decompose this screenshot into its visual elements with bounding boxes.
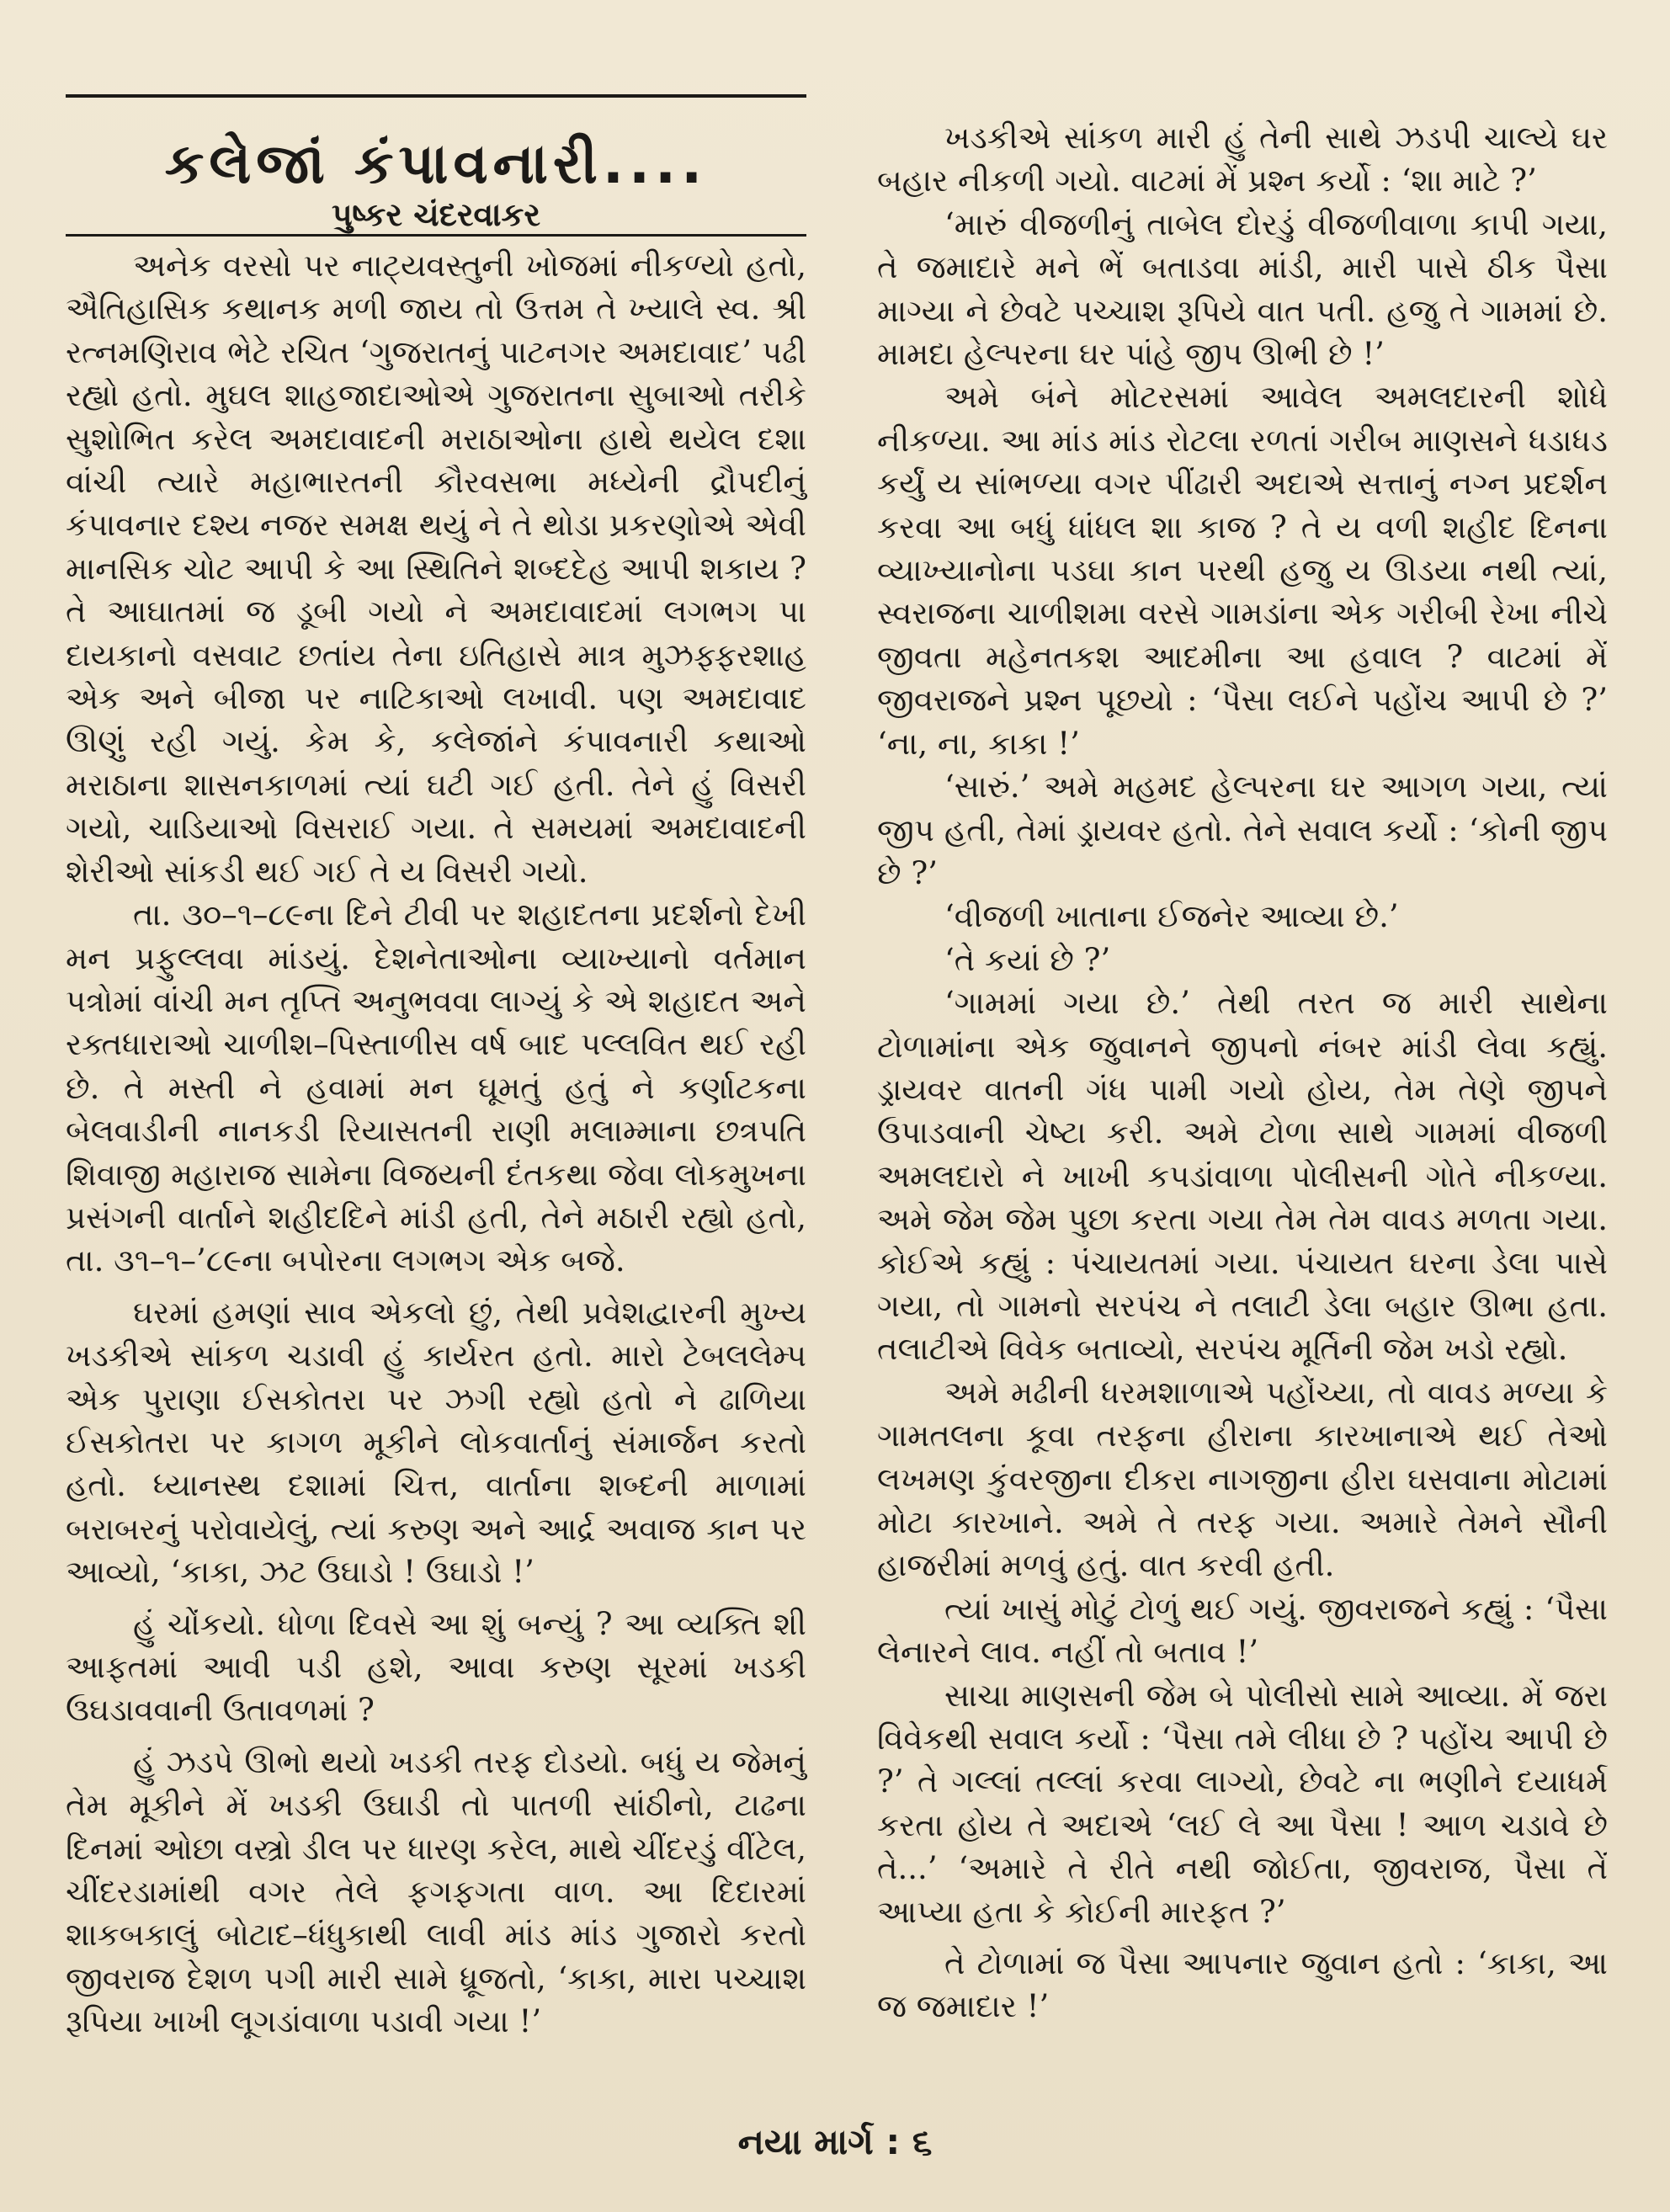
paragraph: ‘ગામમાં ગયા છે.’ તેથી તરત જ મારી સાથેના ટોળામાંના એક જુવાનને જીપનો નંબર માંડી લેવા કહ્યું. ડ્રાયવર વાતની ગંધ પામી ગયો હોય, તેમ તેણે જીપને ઉપાડવાની ચેષ્ટા કરી. અમે ટોળા સાથે ગામમાં વીજળી અમલદારો ને ખાખી કપડાંવાળા પોલીસની ગોતે નીકળ્યા. અમે જેમ જેમ પુછા કરતા ગયા તેમ તેમ વાવડ મળતા ગયા. કોઈએ કહ્યું : પંચાયતમાં ગયા. પંચાયત ઘરના ડેલા પાસે ગયા, તો ગામનો સરપંચ ને તલાટી ડેલા બહાર ઊભા હતા. તલાટીએ વિવેક બતાવ્યો, સરપંચ મૂર્તિની જેમ ખડો રહ્યો.: [877, 985, 1608, 1368]
paragraph: અનેક વરસો પર નાટ્યવસ્તુની ખોજમાં નીકળ્યો હતો, ઐતિહાસિક કથાનક મળી જાય તો ઉત્તમ તે ખ્યાલે સ્વ. શ્રી રત્નમણિરાવ ભેટે રચિત ‘ગુજરાતનું પાટનગર અમદાવાદ’ પઢી રહ્યો હતો. મુઘલ શાહજાદાઓએ ગુજરાતના સુબાઓ તરીકે સુશોભિત કરેલ અમદાવાદની મરાઠાઓના હાથે થયેલ દશા વાંચી ત્યારે મહાભારતની કૌરવસભા મધ્યેની દ્રૌપદીનું કંપાવનાર દશ્ય નજર સમક્ષ થયું ને તે થોડા પ્રકરણોએ એવી માનસિક ચોટ આપી કે આ સ્થિતિને શબ્દદેહ આપી શકાય ? તે આઘાતમાં જ ડૂબી ગયો ને અમદાવાદમાં લગભગ પા દાયકાનો વસવાટ છતાંય તેના ઇતિહાસે માત્ર મુઝફ્ફરશાહ એક અને બીજા પર નાટિકાઓ લખાવી. પણ અમદાવાદ ઊણું રહી ગયું. કેમ કે, કલેજાંને કંપાવનારી કથાઓ મરાઠાના શાસનકાળમાં ત્યાં ઘટી ગઈ હતી. તેને હું વિસરી ગયો, ચાડિયાઓ વિસરાઈ ગયા. તે સમયમાં અમદાવાદની શેરીઓ સાંકડી થઈ ગઈ તે ય વિસરી ગયો.: [66, 247, 806, 890]
paragraph: હું ચોંકયો. ધોળા દિવસે આ શું બન્યું ? આ વ્યક્તિ શી આફતમાં આવી પડી હશે, આવા કરુણ સૂરમાં ખડકી ઉઘડાવવાની ઉતાવળમાં ?: [66, 1605, 806, 1729]
paragraph: ‘મારું વીજળીનું તાબેલ દોરડું વીજળીવાળા કાપી ગયા, તે જમાદારે મને ભેં બતાડવા માંડી, મારી પાસે ઠીક પૈસા માગ્યા ને છેવટે પચ્ચાશ રૂપિયે વાત પતી. હજુ તે ગામમાં છે. મામદા હેલ્પરના ઘર પાંહે જીપ ઊભી છે !’: [877, 205, 1608, 373]
paragraph: ‘વીજળી ખાતાના ઈજનેર આવ્યા છે.’: [944, 898, 1399, 935]
article-title: કલેજાં કંપાવનારી....: [164, 131, 708, 196]
paragraph: ત્યાં ખાસું મોટું ટોળું થઈ ગયું. જીવરાજને કહ્યું : ‘પૈસા લેનારને લાવ. નહીં તો બતાવ !’: [877, 1590, 1608, 1671]
paragraph: અમે મઢીની ધરમશાળાએ પહોંચ્યા, તો વાવડ મળ્યા કે ગામતલના કૂવા તરફના હીરાના કારખાનાએ થઈ તેઓ લખમણ કુંવરજીના દીકરા નાગજીના હીરા ઘસવાના મોટામાં મોટા કારખાને. અમે તે તરફ ગયા. અમારે તેમને સૌની હાજરીમાં મળવું હતું. વાત કરવી હતી.: [877, 1374, 1608, 1584]
paragraph: અમે બંને મોટરસમાં આવેલ અમલદારની શોધે નીકળ્યા. આ માંડ માંડ રોટલા રળતાં ગરીબ માણસને ધડાધડ કર્યું ય સાંભળ્યા વગર પીંઢારી અદાએ સત્તાનું નગ્ન પ્રદર્શન કરવા આ બધું ધાંધલ શા કાજ ? તે ય વળી શહીદ દિનના વ્યાખ્યાનોના પડઘા કાન પરથી હજુ ય ઊડયા નથી ત્યાં, સ્વરાજના ચાળીશમા વરસે ગામડાંના એક ગરીબી રેખા નીચે જીવતા મહેનતકશ આદમીના આ હવાલ ? વાટમાં મેં જીવરાજને પ્રશ્ન પૂછયો : ‘પૈસા લઈને પહોંચ આપી છે ?’ ‘ના, ના, કાકા !’: [877, 379, 1608, 762]
left-column: [66, 244, 806, 2044]
article-header: [66, 101, 806, 233]
paragraph: સાચા માણસની જેમ બે પોલીસો સામે આવ્યા. મેં જરા વિવેકથી સવાલ કર્યો : ‘પૈસા તમે લીધા છે ? પહોંચ આપી છે ?’ તે ગલ્લાં તલ્લાં કરવા લાગ્યો, છેવટે ના ભણીને દયાધર્મ કરતા હોય તે અદાએ ‘લઈ લે આ પૈસા ! આળ ચડાવે છે તે...’ ‘અમારે તે રીતે નથી જોઈતા, જીવરાજ, પૈસા તેં આપ્યા હતા કે કોઈની મારફત ?’: [877, 1677, 1608, 1930]
page-footer: નયા માર્ગ : ૬: [737, 2121, 933, 2162]
article-author: પુષ્કર ચંદરવાકર: [331, 196, 541, 233]
right-column: [877, 116, 1608, 2029]
paragraph: હું ઝડપે ઊભો થયો ખડકી તરફ દોડયો. બધું ય જેમનું તેમ મૂકીને મેં ખડકી ઉઘાડી તો પાતળી સાંઠીનો, ટાઢના દિનમાં ઓછા વસ્ત્રો ડીલ પર ધારણ કરેલ, માથે ચીંદરડું વીંટેલ, ચીંદરડામાંથી વગર તેલે ફગફગતા વાળ. આ દિદારમાં શાકબકાલું બોટાદ–ધંધુકાથી લાવી માંડ માંડ ગુજારો કરતો જીવરાજ દેશળ પગી મારી સામે ધ્રૂજતો, ‘કાકા, મારા પચ્ચાશ રૂપિયા ખાખી લૂગડાંવાળા પડાવી ગયા !’: [66, 1743, 806, 2040]
paragraph: તા. ૩૦–૧–૮૯ના દિને ટીવી પર શહાદતના પ્રદર્શનો દેખી મન પ્રફુલ્લવા માંડયું. દેશનેતાઓના વ્યાખ્યાનો વર્તમાન પત્રોમાં વાંચી મન તૃપ્તિ અનુભવવા લાગ્યું કે એ શહાદત અને રક્તધારાઓ ચાળીશ–પિસ્તાળીસ વર્ષ બાદ પલ્લવિત થઈ રહી છે. તે મસ્તી ને હવામાં મન ઘૂમતું હતું ને કર્ણાટકના બેલવાડીની નાનકડી રિયાસતની રાણી મલામ્માના છત્રપતિ શિવાજી મહારાજ સામેના વિજયની દંતકથા જેવા લોકમુખના પ્રસંગની વાર્તાને શહીદદિને માંડી હતી, તેને મઠારી રહ્યો હતો, તા. ૩૧–૧–’૮૯ના બપોરના લગભગ એક બજે.: [66, 896, 806, 1279]
title-rule: [66, 234, 806, 237]
top-rule: [66, 94, 806, 98]
paragraph: ઘરમાં હમણાં સાવ એકલો છું, તેથી પ્રવેશદ્વારની મુખ્ય ખડકીએ સાંકળ ચડાવી હું કાર્યરત હતો. મારો ટેબલલેમ્પ એક પુરાણા ઈસકોતરા પર ઝગી રહ્યો હતો ને ઢાળિયા ઈસકોતરા પર કાગળ મૂકીને લોકવાર્તાનું સંમાર્જન કરતો હતો. ધ્યાનસ્થ દશામાં ચિત્ત, વાર્તાના શબ્દની માળામાં બરાબરનું પરોવાયેલું, ત્યાં કરુણ અને આર્દ્ર અવાજ કાન પર આવ્યો, ‘કાકા, ઝટ ઉઘાડો ! ઉઘાડો !’: [66, 1294, 806, 1591]
paragraph: ખડકીએ સાંકળ મારી હું તેની સાથે ઝડપી ચાલ્યે ઘર બહાર નીકળી ગયો. વાટમાં મેં પ્રશ્ન કર્યો : ‘શા માટે ?’: [877, 120, 1608, 199]
paragraph: તે ટોળામાં જ પૈસા આપનાર જુવાન હતો : ‘કાકા, આ જ જમાદાર !’: [877, 1945, 1608, 2025]
paragraph: ‘તે કયાં છે ?’: [944, 941, 1111, 978]
paragraph: ‘સારું.’ અમે મહમદ હેલ્પરના ઘર આગળ ગયા, ત્યાં જીપ હતી, તેમાં ડ્રાયવર હતો. તેને સવાલ કર્યો : ‘કોની જીપ છે ?’: [877, 768, 1608, 891]
